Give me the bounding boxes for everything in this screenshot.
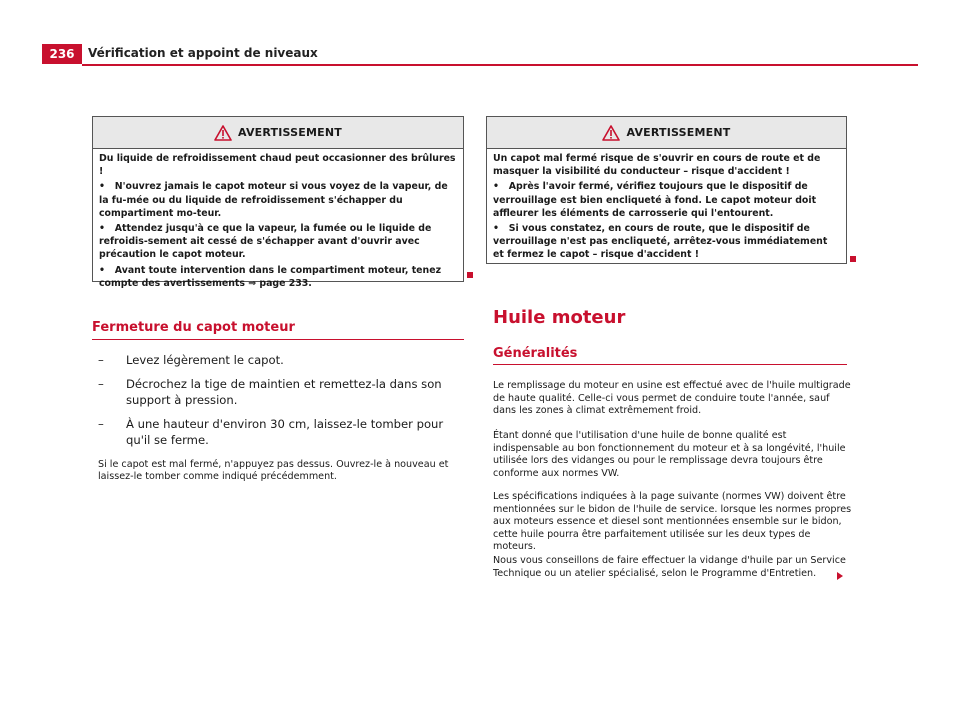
continue-arrow-icon [837, 572, 843, 580]
end-of-section-icon [850, 256, 856, 262]
warning-box-coolant [92, 116, 464, 289]
warning-bullet: • Attendez jusqu'à ce que la vapeur, la fumée ou le liquide de refroidis-sement ait cessé de s'échapper avant d'ouvrir avec précaution le capot moteur. [99, 223, 432, 261]
page-header [42, 44, 918, 66]
warning-body [487, 149, 846, 268]
warning-header [487, 117, 846, 149]
paragraph: Le remplissage du moteur en usine est effectué avec de l'huile multigrade de haute qualité. Celle-ci vous permet de conduire toute l'année, sauf dans les zones à climat extrêmement froid. [493, 380, 851, 417]
warning-body [93, 149, 463, 296]
list-item: – Décrochez la tige de maintien et remettez-la dans son support à pression. [98, 377, 442, 407]
page-number: 236 [42, 44, 82, 64]
section-rule [92, 339, 464, 340]
paragraph: Les spécifications indiquées à la page suivante (normes VW) doivent être mentionnées sur le bidon de l'huile de service. lorsque les normes propres aux moteurs essence et diesel sont mentionnées ensemble sur le bidon, cette huile pourra être parfaitement utilisée sur les deux types de moteurs. [493, 491, 852, 553]
paragraph: Nous vous conseillons de faire effectuer la vidange d'huile par un Service Technique ou un atelier spécialisé, selon le Programme d'Entretien. [493, 555, 846, 579]
warning-bullet: • N'ouvrez jamais le capot moteur si vous voyez de la vapeur, de la fu-mée ou du liquide de refroidissement s'échapper du compartiment mo-teur. [99, 181, 448, 219]
paragraph: Étant donné que l'utilisation d'une huile de bonne qualité est indispensable au bon fonctionnement du moteur et à sa longévité, l'huile utilisée lors des vidanges ou pour le remplissage devra toujours être conforme aux normes VW. [493, 430, 846, 479]
chapter-title: Vérification et appoint de niveaux [88, 46, 318, 60]
closing-note: Si le capot est mal fermé, n'appuyez pas dessus. Ouvrez-le à nouveau et laissez-le tomber comme indiqué précédemment. [98, 459, 449, 483]
warning-triangle-icon [214, 125, 232, 141]
warning-box-hood [486, 116, 847, 264]
list-item: – Levez légèrement le capot. [98, 353, 284, 367]
header-rule [82, 64, 918, 66]
subsection-title-general: Généralités [493, 346, 578, 361]
end-of-section-icon [467, 272, 473, 278]
section-rule [493, 364, 847, 365]
section-title-closing: Fermeture du capot moteur [92, 320, 295, 335]
closing-steps [98, 352, 468, 456]
warning-title: AVERTISSEMENT [237, 126, 342, 139]
warning-header [93, 117, 463, 149]
warning-bullet: • Après l'avoir fermé, vérifiez toujours que le dispositif de verrouillage est bien encliqueté à fond. Le capot moteur doit affleurer les éléments de carrosserie qui l'entourent. [493, 181, 817, 219]
warning-title: AVERTISSEMENT [626, 126, 731, 139]
warning-bullet: • Si vous constatez, en cours de route, que le dispositif de verrouillage n'est pas encliqueté, arrêtez-vous immédiatement et fermez le capot – risque d'accident ! [493, 223, 828, 261]
warning-intro: Du liquide de refroidissement chaud peut occasionner des brûlures ! [99, 153, 456, 178]
warning-triangle-icon [602, 125, 620, 141]
section-title-oil: Huile moteur [493, 307, 626, 328]
list-item: – À une hauteur d'environ 30 cm, laissez-le tomber pour qu'il se ferme. [98, 417, 444, 447]
warning-bullet: • Avant toute intervention dans le compartiment moteur, tenez compte des avertissements ⇒ page 233. [99, 264, 442, 289]
warning-intro: Un capot mal fermé risque de s'ouvrir en cours de route et de masquer la visibilité du conducteur – risque d'accident ! [493, 153, 821, 178]
